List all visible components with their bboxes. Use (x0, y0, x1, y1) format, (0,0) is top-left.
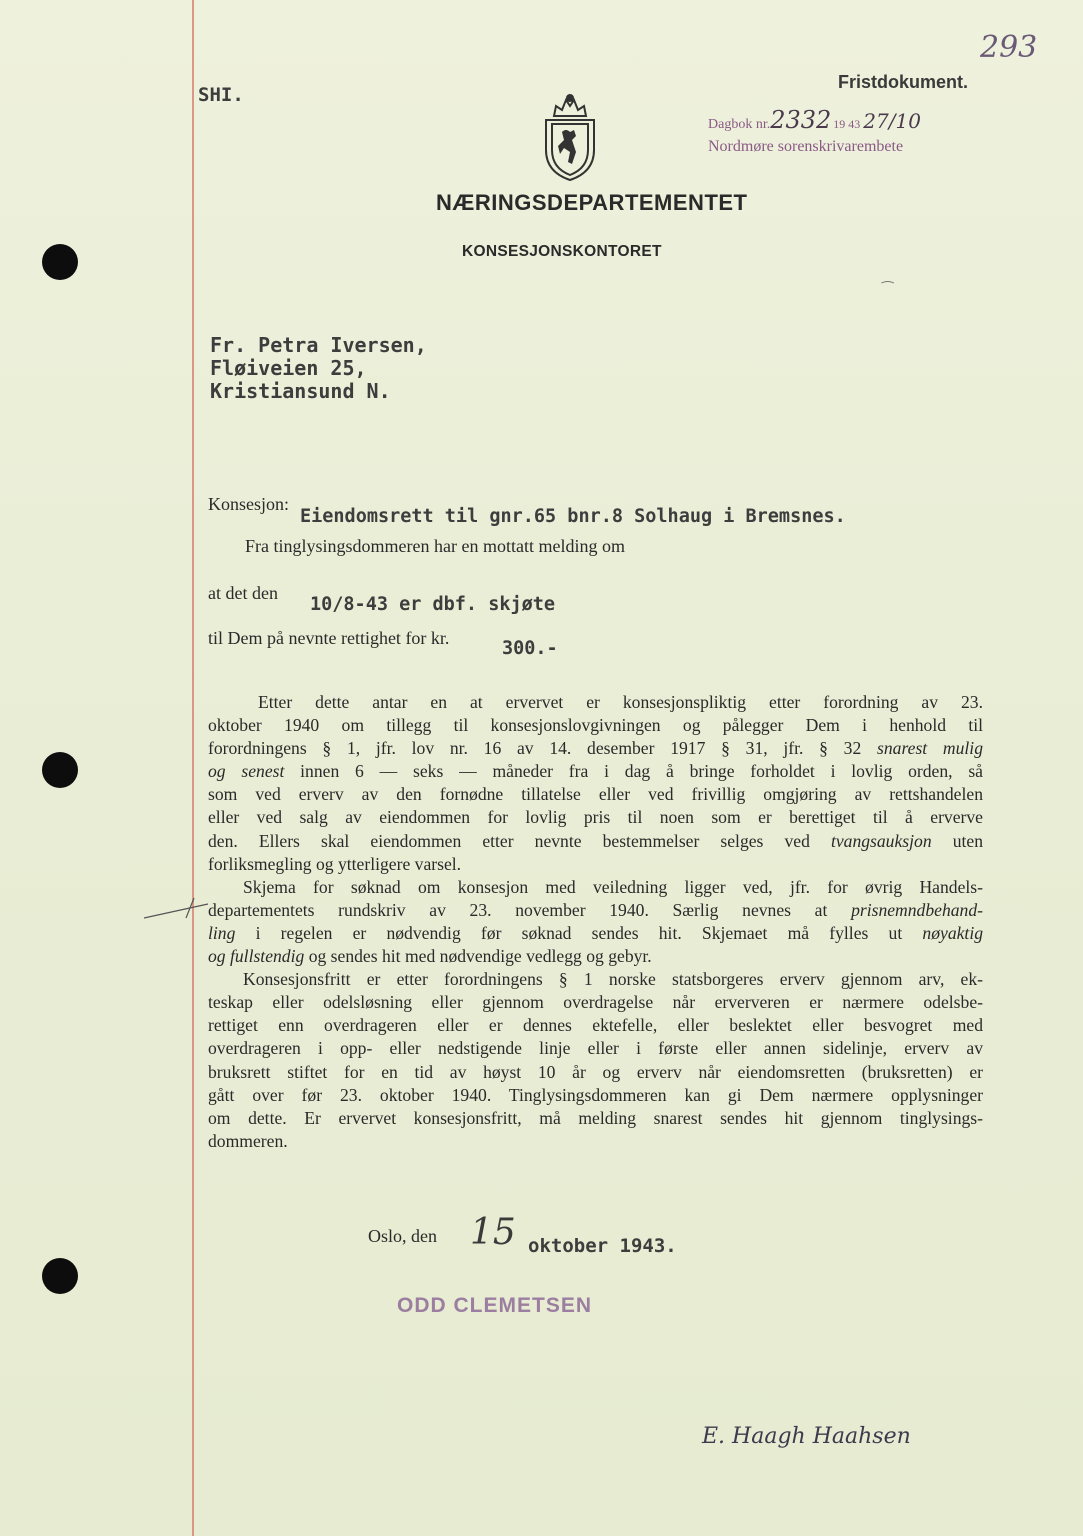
til-dem-value: 300.- (502, 638, 558, 659)
signatory-stamp: ODD CLEMETSEN (397, 1294, 593, 1317)
punch-hole-bottom (42, 1258, 78, 1294)
dagbok-prefix: Dagbok nr. (708, 117, 771, 132)
date-month-year: oktober 1943. (528, 1235, 677, 1257)
p1-line-3: forordningens § 1, jfr. lov nr. 16 av 14. desember 1917 § 31, jfr. § 32 (208, 738, 862, 759)
dagbok-year: 19 43 (833, 117, 861, 131)
date-day: 15 (470, 1212, 516, 1253)
p1-line-8: uten (952, 830, 983, 851)
at-det-den-value: 10/8-43 er dbf. skjøte (310, 594, 556, 615)
margin-tick-mark (142, 894, 210, 922)
p1-line-7: den. Ellers skal eiendommen etter nevnte bestemmelser selges ved (208, 830, 810, 851)
recipient-name: Fr. Petra Iversen, (210, 333, 427, 357)
p2-emphasis-2: ling (208, 922, 236, 943)
punch-hole-middle (42, 752, 78, 788)
p3-line-8: dommeren. (208, 1130, 288, 1151)
handwritten-signature: E. Haagh Haahsen (702, 1424, 911, 1449)
p2-emphasis-4: og fullstendig (208, 946, 305, 967)
coat-of-arms-icon (540, 92, 600, 184)
recipient-address (210, 334, 427, 403)
p2-emphasis-1: prisnemndbehand- (851, 899, 983, 920)
p1-emphasis-2: og senest (208, 761, 285, 782)
p3-line-2: teskap eller odelsløsning eller gjennom overdragelse når erververen er nærmere odelsbe- (208, 992, 983, 1013)
reference-code: SHI. (198, 84, 244, 106)
paragraph-3 (208, 968, 983, 1153)
p2-line-3: i regelen er nødvendig før søknad sendes hit. Skjemaet må fylles ut (255, 922, 903, 943)
p1-emphasis-3: tvangsauksjon (830, 830, 932, 851)
at-det-den-label: at det den (208, 583, 278, 603)
p3-line-5: bruksrett stiftet for en tid av høyst 10 år og erverv når eiendomsretten (bruksretten) er (208, 1061, 983, 1082)
p3-line-3: rettiget enn overdrageren eller er dennes ektefelle, eller beslektet eller besvogret med (208, 1015, 983, 1036)
p1-line-9: forliksmegling og ytterligere varsel. (208, 853, 462, 874)
recipient-city: Kristiansund N. (210, 379, 391, 403)
office-name: KONSESJONSKONTORET (462, 243, 662, 260)
p1-line-5: som ved erverv av den fornødne tillatelse eller ved frivillig omgjøring av rettshandelen (208, 784, 983, 805)
notice-intro: Fra tinglysingsdommeren har en mottatt melding om (245, 536, 625, 556)
p1-line-4: innen 6 — seks — måneder fra i dag å bringe forholdet i lovlig orden, så (300, 761, 983, 782)
body-text (208, 691, 983, 1153)
dagbok-date: 27/10 (863, 109, 921, 133)
p3-line-6: gått over før 23. oktober 1940. Tinglysingsdommeren kan gi Dem nærmere opplysninger (208, 1084, 983, 1105)
recipient-street: Fløiveien 25, (210, 356, 367, 380)
place-date-label: Oslo, den (368, 1226, 437, 1246)
p2-emphasis-3: nøyaktig (922, 922, 984, 943)
p2-line-4: og sendes hit med nødvendige vedlegg og gebyr. (308, 946, 652, 967)
paragraph-1 (208, 691, 983, 876)
p2-line-1: Skjema for søknad om konsesjon med veiledning ligger ved, jfr. for øvrig Handels- (243, 876, 983, 897)
page-number: 293 (980, 30, 1038, 65)
p3-line-7: om dette. Er ervervet konsesjonsfritt, må melding snarest sendes hit gjennom tinglysings- (208, 1107, 983, 1128)
p1-line-2: oktober 1940 om tillegg til konsesjonslovgivningen og pålegger Dem i henhold til (208, 715, 983, 736)
dagbok-number: 2332 (770, 106, 832, 134)
p1-emphasis-1: snarest mulig (877, 738, 983, 759)
dagbok-stamp (708, 106, 921, 134)
fristdokument-label: Fristdokument. (838, 72, 969, 92)
p3-line-4: overdrageren i opp- eller nedstigende linje eller i første eller annen sidelinje, erverv av (208, 1038, 983, 1059)
p2-line-2: departementets rundskriv av 23. november 1940. Særlig nevnes at (208, 899, 828, 920)
punch-hole-top (42, 244, 78, 280)
paragraph-2 (208, 876, 983, 968)
margin-rule (192, 0, 194, 1536)
dagbok-office: Nordmøre sorenskrivarembete (708, 138, 904, 155)
til-dem-label: til Dem på nevnte rettighet for kr. (208, 628, 450, 648)
p1-line-1: Etter dette antar en at ervervet er konsesjonspliktig etter forordning av 23. (258, 692, 983, 712)
p1-line-6: eller ved salg av eiendommen for lovlig pris til noen som er berettiget til å erverve (208, 807, 983, 828)
department-name: NÆRINGSDEPARTEMENTET (436, 190, 748, 215)
konsesjon-value: Eiendomsrett til gnr.65 bnr.8 Solhaug i Bremsnes. (300, 506, 846, 527)
p3-line-1: Konsesjonsfritt er etter forordningens § 1 norske statsborgeres erverv gjennom arv, ek- (243, 969, 983, 990)
pencil-mark: ⁀ (882, 283, 894, 298)
konsesjon-label: Konsesjon: (208, 494, 289, 514)
